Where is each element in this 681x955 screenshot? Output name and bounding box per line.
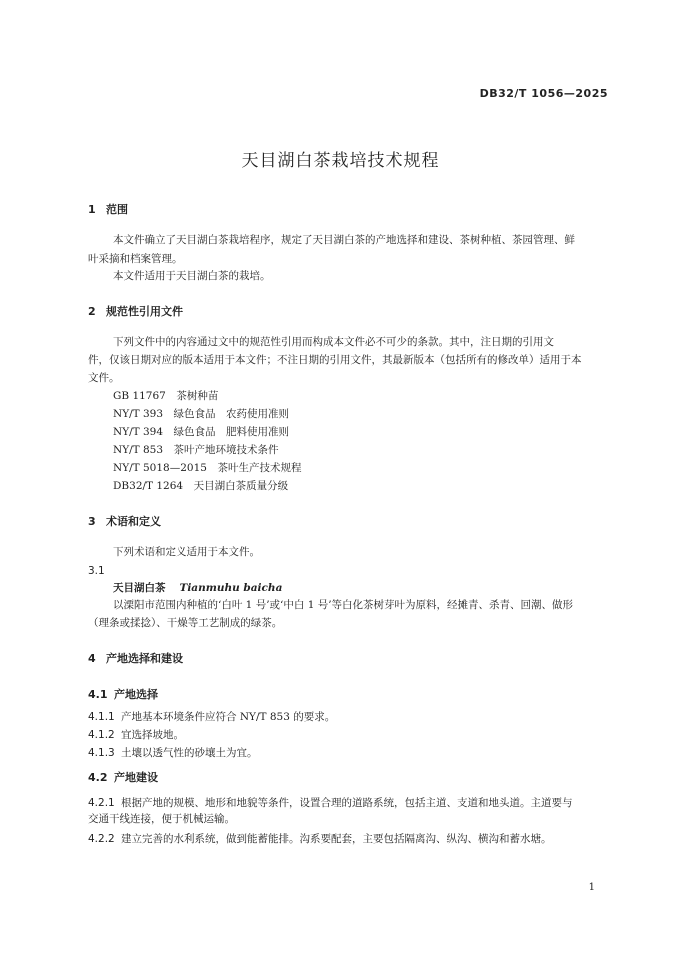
clause-number: 4.2.2 bbox=[88, 833, 115, 845]
reference-item bbox=[113, 476, 288, 496]
page-title: 天目湖白茶栽培技术规程 bbox=[241, 151, 440, 171]
section-1-heading bbox=[88, 201, 128, 217]
reference-item bbox=[113, 422, 289, 442]
subsection-4-1-heading bbox=[88, 686, 158, 702]
section-number: 3 bbox=[88, 515, 96, 528]
clause-text: 根据产地的规模、地形和地貌等条件，设置合理的道路系统，包括主道、支道和地头道。主道要与 bbox=[121, 797, 573, 809]
paragraph: 本文件适用于天目湖白茶的栽培。 bbox=[113, 270, 271, 282]
reference-item bbox=[113, 458, 301, 478]
reference-code: GB 11767 bbox=[113, 390, 166, 402]
subsection-title: 产地建设 bbox=[114, 771, 158, 784]
subsection-title: 产地选择 bbox=[114, 688, 158, 701]
section-number: 1 bbox=[88, 203, 96, 216]
clause-text: 建立完善的水利系统，做到能蓄能排。沟系要配套，主要包括隔离沟、纵沟、横沟和蓄水塘。 bbox=[121, 833, 552, 845]
section-title: 规范性引用文件 bbox=[106, 305, 183, 318]
clause-number: 4.2.1 bbox=[88, 797, 115, 809]
reference-code: NY/T 393 bbox=[113, 408, 164, 420]
paragraph: 交通干线连接，便于机械运输。 bbox=[88, 813, 235, 825]
clause-text: 土壤以透气性的砂壤土为宜。 bbox=[121, 747, 258, 759]
clause-number: 4.1.1 bbox=[88, 711, 115, 723]
subsection-number: 4.1 bbox=[88, 688, 108, 701]
term-english: Tianmuhu baicha bbox=[179, 582, 283, 594]
term-title bbox=[113, 580, 282, 595]
reference-code: DB32/T 1264 bbox=[113, 480, 184, 492]
term-chinese: 天目湖白茶 bbox=[113, 582, 166, 594]
clause-text: 宜选择坡地。 bbox=[121, 729, 184, 741]
reference-title: 茶树种苗 bbox=[176, 390, 219, 402]
section-number: 4 bbox=[88, 652, 96, 665]
paragraph: 下列术语和定义适用于本文件。 bbox=[113, 546, 260, 558]
reference-item bbox=[113, 404, 289, 424]
reference-title: 茶叶生产技术规程 bbox=[217, 462, 302, 474]
reference-title: 绿色食品 农药使用准则 bbox=[173, 408, 290, 420]
paragraph: 件，仅该日期对应的版本适用于本文件；不注日期的引用文件，其最新版本（包括所有的修改单）适用于本 bbox=[88, 354, 582, 366]
reference-code: NY/T 853 bbox=[113, 444, 164, 456]
clause bbox=[88, 727, 184, 742]
clause-text: 产地基本环境条件应符合 NY/T 853 的要求。 bbox=[121, 711, 336, 723]
paragraph: （理条或揉捻）、干燥等工艺制成的绿茶。 bbox=[88, 617, 283, 629]
reference-code: NY/T 5018—2015 bbox=[113, 462, 207, 474]
reference-code: NY/T 394 bbox=[113, 426, 164, 438]
reference-title: 天目湖白茶质量分级 bbox=[193, 480, 289, 492]
reference-item bbox=[113, 440, 279, 460]
reference-title: 绿色食品 肥料使用准则 bbox=[173, 426, 290, 438]
reference-item bbox=[113, 386, 218, 406]
section-title: 产地选择和建设 bbox=[106, 652, 183, 665]
page-number: 1 bbox=[588, 882, 595, 893]
paragraph: 文件。 bbox=[88, 372, 120, 384]
paragraph: 下列文件中的内容通过文中的规范性引用而构成本文件必不可少的条款。其中，注日期的引用文 bbox=[113, 336, 554, 348]
clause-number: 4.1.2 bbox=[88, 729, 115, 741]
subsection-4-2-heading bbox=[88, 769, 158, 785]
paragraph: 叶采摘和档案管理。 bbox=[88, 253, 183, 265]
subsection-number: 4.2 bbox=[88, 771, 108, 784]
clause bbox=[88, 709, 335, 724]
paragraph: 以溧阳市范围内种植的‘白叶 1 号’或‘中白 1 号’等白化茶树芽叶为原料，经摊青、杀青、回潮、做形 bbox=[113, 599, 574, 611]
section-4-heading bbox=[88, 650, 183, 666]
clause bbox=[88, 795, 573, 810]
section-number: 2 bbox=[88, 305, 96, 318]
document-number: DB32/T 1056—2025 bbox=[479, 87, 608, 100]
clause bbox=[88, 745, 258, 760]
reference-title: 茶叶产地环境技术条件 bbox=[173, 444, 279, 456]
term-number: 3.1 bbox=[88, 565, 105, 577]
section-title: 术语和定义 bbox=[106, 515, 161, 528]
clause-number: 4.1.3 bbox=[88, 747, 115, 759]
section-title: 范围 bbox=[106, 203, 128, 216]
section-2-heading bbox=[88, 303, 183, 319]
section-3-heading bbox=[88, 513, 161, 529]
paragraph: 本文件确立了天目湖白茶栽培程序，规定了天目湖白茶的产地选择和建设、茶树种植、茶园管理、鲜 bbox=[113, 234, 575, 246]
clause bbox=[88, 831, 552, 846]
